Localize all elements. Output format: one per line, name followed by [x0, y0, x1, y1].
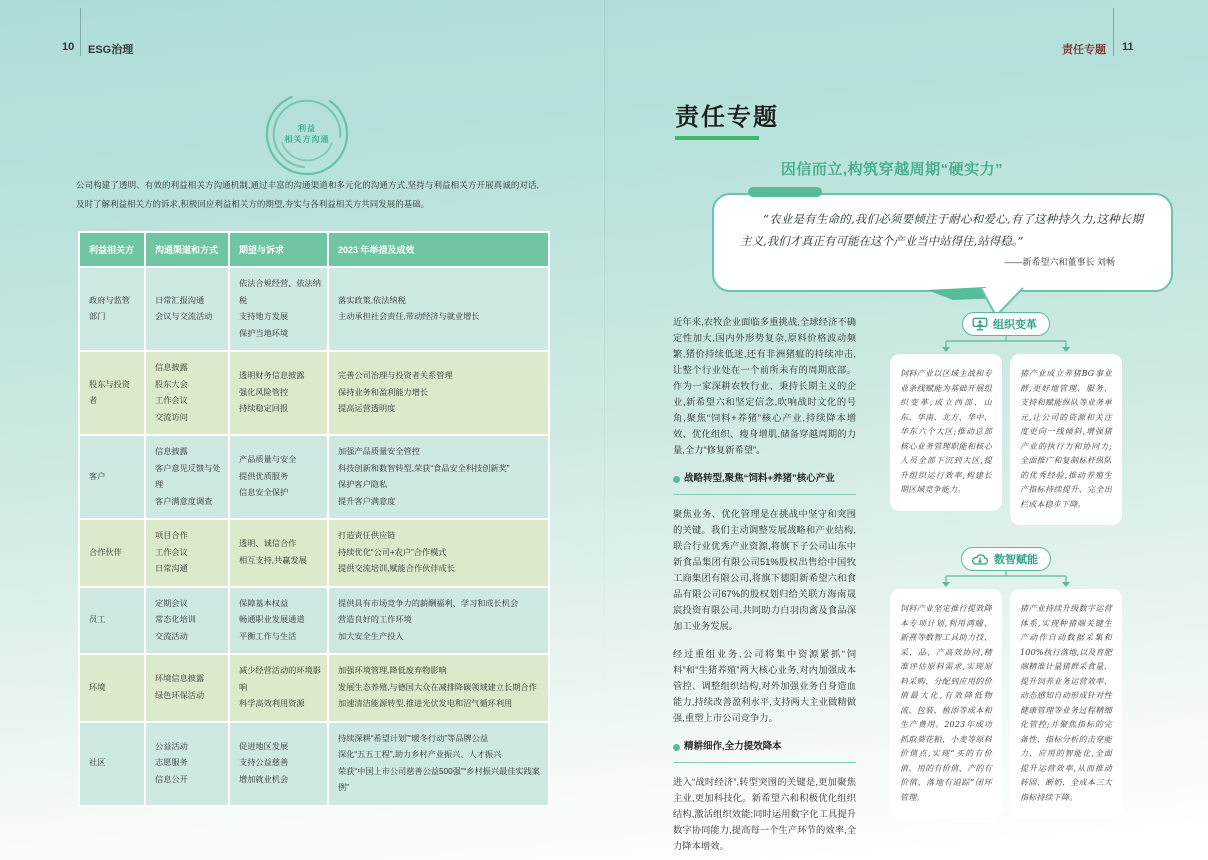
channels-cell: [146, 268, 228, 350]
cell-line: 荣获“中国上市公司慈善公益500强”“乡村振兴最佳实践案例”: [338, 766, 540, 792]
cell-line: 工作会议: [155, 547, 188, 557]
org-change-icon: [972, 317, 988, 331]
cloud-download-icon: [971, 553, 989, 566]
cell-line: 项目合作: [155, 531, 188, 540]
section-rule: [673, 494, 856, 495]
header-divider-right: [1113, 8, 1114, 56]
stakeholder-cell: 政府与监管部门: [80, 268, 144, 350]
page-seam: [604, 0, 605, 760]
cell-line: 加速清洁能源转型,推进光伏发电和沼气循环利用: [338, 699, 513, 708]
cell-line: 常态化培训: [155, 615, 196, 624]
cell-line: 保障基本权益: [239, 598, 289, 608]
column-header: 利益相关方: [80, 233, 144, 266]
actions-cell: [329, 436, 548, 518]
stakeholder-cell: 社区: [80, 723, 144, 805]
actions-cell: [329, 655, 548, 721]
section-label-left: ESG治理: [88, 44, 134, 56]
cell-line: 提供优质服务: [239, 471, 289, 481]
cell-line: 科学高效利用资源: [239, 699, 305, 708]
expectations-cell: [230, 352, 327, 434]
cell-line: 加强环境管理,降低废弃物影响: [338, 666, 447, 675]
callout-card: 猪产业成立养猪BG事业群,更好地管理、服务、支持和赋能纵队等业务单元,让公司的资源和关注度更向一线倾斜,增强猪产业的执行力和协同力;全面推广和复制标杆纵队的优秀经验,推动养殖生产指标持续提升、完全出栏成本稳步下降。: [1010, 354, 1122, 525]
channels-cell: [146, 520, 228, 586]
chairman-quote-box: [712, 193, 1173, 292]
paragraph: 经过重组业务,公司将集中资源紧抓“饲料”和“生猪养殖”两大核心业务,对内加强成本管控、调整组织结构,对外加强业务自身造血能力,持续改善盈利水平,支持两大主业做精做强,重塑上市公司竞争力。: [673, 649, 856, 723]
section-heading-efficiency: [673, 739, 856, 755]
page-subtitle: 因信而立,构筑穿越周期“硬实力”: [780, 161, 1004, 178]
table-row: [80, 268, 548, 350]
cell-line: 落实政策,依法纳税: [338, 295, 406, 305]
callout-card: 猪产业持续升级数字运营体系,实现种猪端关键生产动作自动数据采集和100%执行落地,以及育肥端精准计量猪群采食量、提升饲养业务运营效率、动态感知自动形成针对性健康管理等业务过程精细化管控;并聚焦指标的完备性、指标分析的击穿能力、应用的智能化,全面提升运营效率,从而推动转固、断奶、全成本三大指标持续下降。: [1010, 589, 1122, 818]
stakeholder-cell: 股东与投资者: [80, 352, 144, 434]
cell-line: 保护当地环境: [239, 328, 289, 338]
cell-line: 日常沟通: [155, 564, 188, 573]
cell-line: 股东大会: [155, 379, 188, 389]
cell-line: 提高运营透明度: [338, 404, 396, 414]
callout-label: 数智赋能: [994, 554, 1038, 566]
connector-lines: [890, 336, 1122, 353]
callout-card: 饲料产业坚定推行提效降本专项计划,利用鸿瞳、新熹等数智工具助力技、采、品、产高效协同,精准评估原料需求,实现原料采购、分配到应用的价值最大化,有效降低物流、包装、植添等成本和生产费用。2023年成功抓取葵花粕、小麦等原料价值点,实现“买的有价值、用的有价值、产的有价值、落地有追踪”闭环管理。: [890, 589, 1002, 818]
cell-line: 强化风险管控: [239, 387, 289, 397]
cell-line: 持续优化“公司+农户”合作模式: [338, 547, 447, 557]
section-label-right: 责任专题: [1062, 44, 1106, 56]
actions-cell: [329, 588, 548, 654]
cell-line: 环境信息披露: [155, 674, 205, 684]
paragraph: 进入“战时经济”,转型突围的关键是,更加聚焦主业,更加科技化。新希望六和积极优化组织结构,激活组织效能;同时运用数字化工具提升数字协同能力,提高每一个生产环节的效率,全力降本增效。: [673, 777, 856, 851]
cell-line: 发展生态养殖,与德国大众在减排降碳领域建立长期合作: [338, 682, 537, 692]
callout-group-digital: [890, 547, 1122, 818]
callout-label: 组织变革: [993, 319, 1037, 331]
cell-line: 客户意见反馈与处理: [155, 463, 221, 489]
cell-line: 科技创新和数智转型,荣获“食品安全科技创新奖”: [338, 463, 510, 473]
actions-cell: [329, 723, 548, 805]
stakeholder-cell: 合作伙伴: [80, 520, 144, 586]
callout-group-org-change: [890, 312, 1122, 525]
page-number-left: 10: [62, 41, 75, 53]
cell-line: 深化“五五工程”,助力乡村产业振兴、人才振兴: [338, 750, 502, 759]
cell-line: 增加就业机会: [239, 774, 289, 784]
section-rule: [673, 762, 856, 763]
cell-line: 持续深耕“希望计划”“暖冬行动”等品牌公益: [338, 733, 489, 743]
paragraph: 聚焦业务、优化管理是在挑战中坚守和突围的关键。我们主动调整发展战略和产业结构,联合行业优秀产业资源,将旗下子公司山东中新食品集团有限公司51%股权出售给中国牧工商集团有限公司,将旗下德阳新希望六和食品有限公司67%的股权划归给关联方海南晟宸投资有限公司,共同助力白羽肉禽及食品深加工业务发展。: [673, 509, 856, 631]
cell-line: 信息披露: [155, 447, 188, 456]
stakeholder-table: [78, 231, 550, 807]
quote-attribution: ——新希望六和董事长 刘畅: [1004, 257, 1115, 267]
column-header: 2023 年举措及成效: [329, 233, 548, 266]
cell-line: 定期会议: [155, 598, 188, 608]
page-number-right: 11: [1122, 41, 1134, 53]
cell-line: 畅通职业发展通道: [239, 615, 305, 624]
cell-line: 相互支持,共赢发展: [239, 555, 307, 565]
channels-cell: [146, 655, 228, 721]
cell-line: 支持公益慈善: [239, 758, 289, 768]
bullet-dot-icon: [673, 744, 680, 751]
cell-line: 加大安全生产投入: [338, 631, 404, 641]
section-title: 精耕细作,全力提效降本: [684, 741, 782, 752]
cell-line: 营造良好的工作环境: [338, 615, 412, 624]
actions-cell: [329, 268, 548, 350]
badge-line-2: 相关方沟通: [284, 135, 330, 144]
actions-cell: [329, 520, 548, 586]
header-divider-left: [80, 8, 81, 56]
stakeholder-cell: 客户: [80, 436, 144, 518]
expectations-cell: [230, 268, 327, 350]
cell-line: 持续稳定回报: [239, 404, 289, 414]
stakeholder-cell: 员工: [80, 588, 144, 654]
cell-line: 减少经营活动的环境影响: [239, 666, 321, 692]
cell-line: 提升客户满意度: [338, 496, 396, 506]
cell-line: 信息安全保护: [239, 488, 289, 498]
cell-line: 主动承担社会责任,带动经济与就业增长: [338, 312, 480, 321]
table-row: [80, 723, 548, 805]
stakeholder-intro: 公司构建了透明、有效的利益相关方沟通机制,通过丰富的沟通渠道和多元化的沟通方式,坚持与利益相关方开展真诚的对话,及时了解利益相关方的诉求,积极回应利益相关方的期望,夯实与各利益相关方共同发展的基础。: [76, 180, 539, 209]
cell-line: 依法合规经营、依法纳税: [239, 279, 321, 305]
section-title: 战略转型,聚焦“饲料+养猪”核心产业: [684, 473, 835, 484]
channels-cell: [146, 352, 228, 434]
bullet-dot-icon: [673, 476, 680, 483]
cell-line: 工作会议: [155, 396, 188, 405]
table-row: [80, 352, 548, 434]
cell-line: 完善公司治理与投资者关系管理: [338, 371, 453, 381]
cell-line: 日常汇报沟通: [155, 295, 205, 305]
table-row: [80, 436, 548, 518]
cell-line: 透明、诚信合作: [239, 539, 297, 549]
actions-cell: [329, 352, 548, 434]
table-header-row: [80, 233, 548, 266]
quote-accent-bar: [748, 187, 822, 197]
section-heading-strategy: [673, 471, 856, 487]
cell-line: 交流活动: [155, 631, 188, 641]
badge-line-1: 利益: [298, 124, 316, 133]
title-underline: [675, 136, 759, 140]
cell-line: 志愿服务: [155, 758, 188, 768]
cell-line: 绿色环保活动: [155, 690, 205, 700]
channels-cell: [146, 723, 228, 805]
cell-line: 保持业务和盈利能力增长: [338, 387, 429, 397]
cell-line: 产品质量与安全: [239, 455, 297, 465]
paragraph: 近年来,农牧企业面临多重挑战,全球经济不确定性加大,国内外形势复杂,原料价格波动频繁,猪价持续低迷,还有非洲猪瘟的持续冲击,让整个行业处在一个前所未有的周期底部。作为一家深耕农牧行业、秉持长期主义的企业,新希望六和坚定信念,吹响战时文化的号角,聚焦“饲料+养猪”核心产业,持续降本增效、优化组织、瘦身增肌,储备穿越周期的力量,全力“修复新希望”。: [673, 317, 856, 455]
stakeholder-cell: 环境: [80, 655, 144, 721]
expectations-cell: [230, 588, 327, 654]
table-row: [80, 655, 548, 721]
cell-line: 支持地方发展: [239, 312, 289, 321]
channels-cell: [146, 588, 228, 654]
callout-card: 饲料产业以区域主战和专业条线赋能为基础开展组织变革,成立西部、山东、华南、北方、华中、华东六个大区;推动总部核心业务管理职能和核心人员全部下沉到大区,提升组织运行效率,构建长期区域竞争能力。: [890, 354, 1002, 511]
page-title: 责任专题: [675, 104, 779, 131]
channels-cell: [146, 436, 228, 518]
connector-lines: [890, 571, 1122, 588]
body-column: [673, 314, 856, 854]
cell-line: 提供交流培训,赋能合作伙伴成长: [338, 564, 455, 573]
expectations-cell: [230, 723, 327, 805]
cell-line: 保护客户隐私: [338, 480, 388, 489]
expectations-cell: [230, 520, 327, 586]
digital-enablement-pill: [961, 547, 1051, 571]
column-header: 沟通渠道和方式: [146, 233, 228, 266]
cell-line: 促进地区发展: [239, 741, 289, 751]
cell-line: 公益活动: [155, 741, 188, 751]
badge-label: [263, 90, 351, 178]
cell-line: 信息公开: [155, 774, 188, 784]
cell-line: 信息披露: [155, 363, 188, 372]
cell-line: 透明财务信息披露: [239, 371, 305, 381]
cell-line: 交流访问: [155, 412, 188, 422]
column-header: 期望与诉求: [230, 233, 327, 266]
quote-text: “农业是有生命的,我们必须要倾注于耐心和爱心,有了这种持久力,这种长期主义,我们才真正有可能在这个产业当中站得住,站得稳。”: [740, 212, 1143, 248]
cell-line: 平衡工作与生活: [239, 631, 297, 641]
table-body: [80, 268, 548, 805]
table-row: [80, 520, 548, 586]
org-change-pill: [962, 312, 1050, 336]
cell-line: 提供具有市场竞争力的薪酬福利、学习和成长机会: [338, 598, 519, 608]
table-row: [80, 588, 548, 654]
expectations-cell: [230, 436, 327, 518]
stakeholder-communication-badge: [263, 90, 351, 178]
cell-line: 会议与交流活动: [155, 312, 213, 321]
callout-column: [890, 312, 1122, 818]
expectations-cell: [230, 655, 327, 721]
cell-line: 加强产品质量安全管控: [338, 447, 420, 456]
cell-line: 客户满意度调查: [155, 496, 213, 506]
cell-line: 打造责任供应链: [338, 531, 396, 540]
